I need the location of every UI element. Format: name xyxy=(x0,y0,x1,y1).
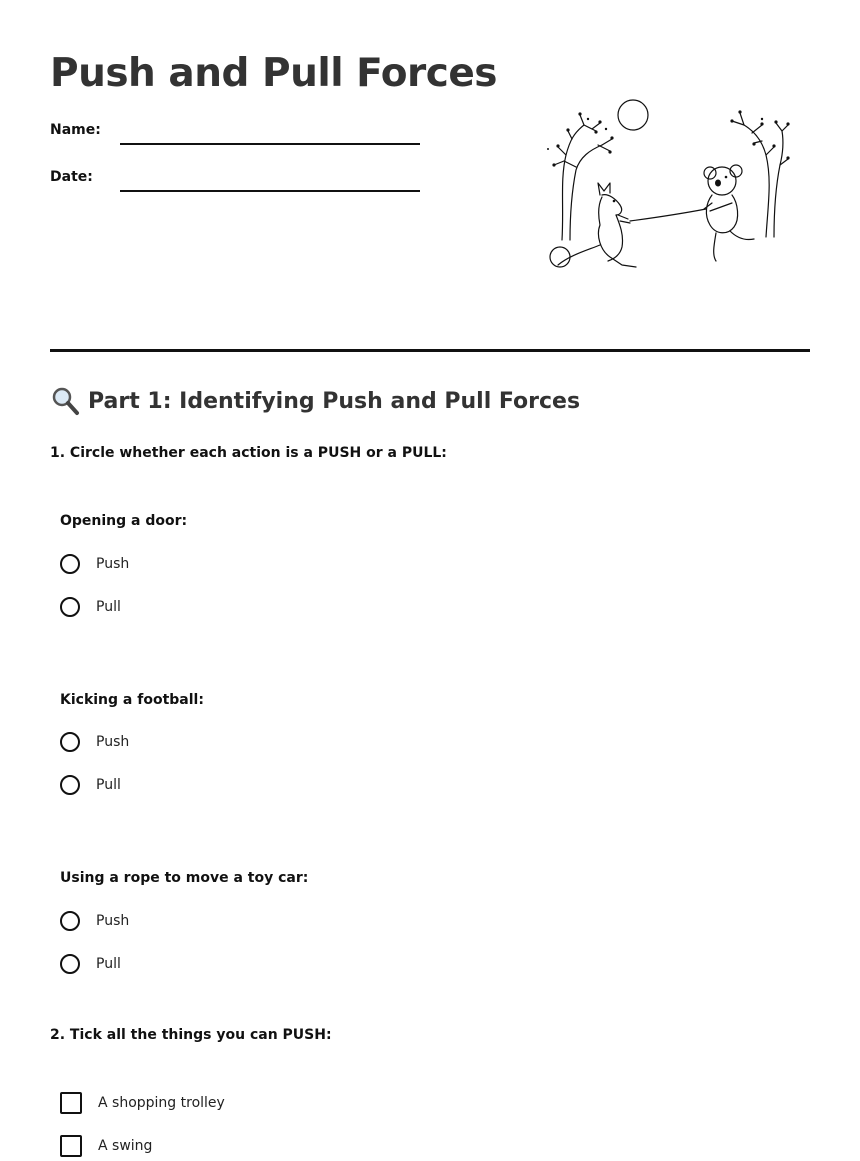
pull-option[interactable] xyxy=(60,772,460,798)
radio-circle[interactable] xyxy=(60,911,80,931)
action-item xyxy=(60,868,460,977)
name-label: Name: xyxy=(50,122,101,138)
question2-prompt: 2. Tick all the things you can PUSH: xyxy=(50,1027,332,1043)
checkbox-label: A swing xyxy=(98,1138,153,1154)
action-item xyxy=(60,511,460,620)
question1-prompt: 1. Circle whether each action is a PUSH or a PULL: xyxy=(50,445,447,461)
option-label: Push xyxy=(96,556,130,572)
radio-circle[interactable] xyxy=(60,554,80,574)
push-option[interactable] xyxy=(60,551,460,577)
part1-heading xyxy=(50,386,580,416)
kangaroo-koala-tug-of-war-icon xyxy=(540,95,790,275)
pull-option[interactable] xyxy=(60,594,460,620)
date-input-line[interactable] xyxy=(120,190,420,192)
date-field[interactable] xyxy=(50,167,430,197)
section-divider xyxy=(50,349,810,352)
radio-circle[interactable] xyxy=(60,597,80,617)
pull-option[interactable] xyxy=(60,951,460,977)
checkbox-item[interactable] xyxy=(60,1090,460,1116)
checkbox[interactable] xyxy=(60,1092,82,1114)
checkbox-label: A shopping trolley xyxy=(98,1095,225,1111)
name-input-line[interactable] xyxy=(120,143,420,145)
magnifier-icon xyxy=(50,386,80,416)
action-label: Using a rope to move a toy car: xyxy=(60,870,309,886)
action-item xyxy=(60,690,460,798)
option-label: Push xyxy=(96,913,130,929)
part1-heading-text: Part 1: Identifying Push and Pull Forces xyxy=(88,388,581,414)
name-field[interactable] xyxy=(50,120,430,150)
option-label: Push xyxy=(96,734,130,750)
checkbox[interactable] xyxy=(60,1135,82,1157)
push-option[interactable] xyxy=(60,729,460,755)
radio-circle[interactable] xyxy=(60,954,80,974)
push-option[interactable] xyxy=(60,908,460,934)
option-label: Pull xyxy=(96,956,121,972)
radio-circle[interactable] xyxy=(60,775,80,795)
page-title: Push and Pull Forces xyxy=(50,51,498,96)
checkbox-item[interactable] xyxy=(60,1133,460,1159)
radio-circle[interactable] xyxy=(60,732,80,752)
checkbox-list xyxy=(60,1090,460,1159)
option-label: Pull xyxy=(96,777,121,793)
action-label: Kicking a football: xyxy=(60,692,204,708)
option-label: Pull xyxy=(96,599,121,615)
action-label: Opening a door: xyxy=(60,513,188,529)
date-label: Date: xyxy=(50,169,93,185)
